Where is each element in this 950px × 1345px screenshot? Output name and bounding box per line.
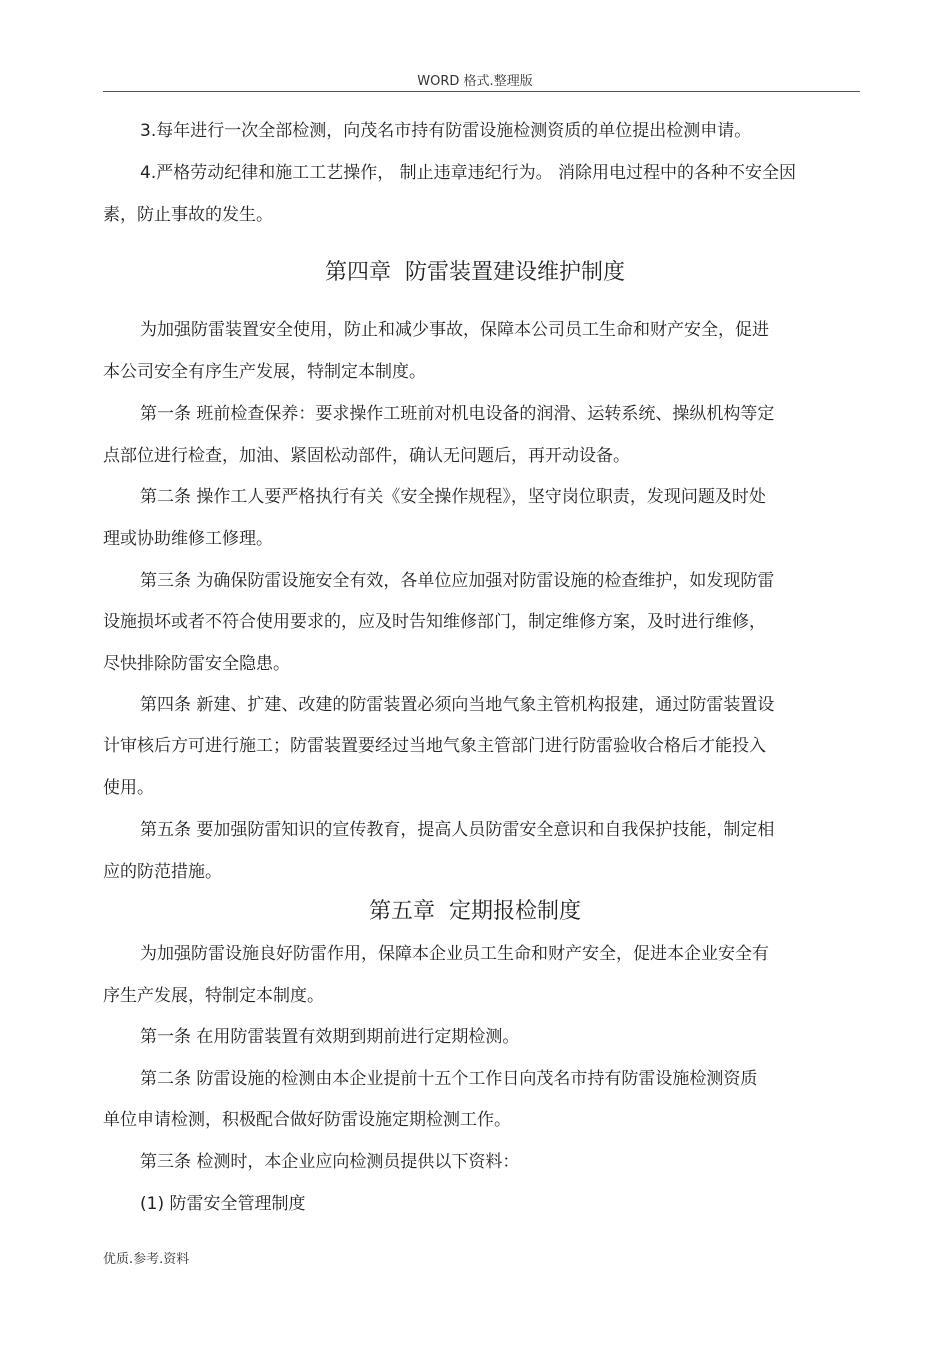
chapter-4-title: 防雷装置建设维护制度	[405, 260, 626, 285]
chapter-4-line: 应的防范措施。	[103, 862, 222, 882]
chapter-4-line: 本公司安全有序生产发展，特制定本制度。	[103, 362, 426, 382]
chapter-5-line: 第三条 检测时，本企业应向检测员提供以下资料：	[140, 1152, 520, 1172]
body-line: 3.每年进行一次全部检测，向茂名市持有防雷设施检测资质的单位提出检测申请。	[140, 121, 752, 141]
chapter-4-line: 第五条 要加强防雷知识的宣传教育，提高人员防雷安全意识和自我保护技能，制定相	[140, 820, 775, 840]
chapter-5-line: 序生产发展，特制定本制度。	[103, 986, 324, 1006]
chapter-4-line: 第一条 班前检查保养：要求操作工班前对机电设备的润滑、运转系统、操纵机构等定	[140, 404, 775, 424]
chapter-5-line: (1) 防雷安全管理制度	[140, 1194, 306, 1214]
chapter-4-line: 尽快排除防雷安全隐患。	[103, 654, 290, 674]
chapter-5-line: 为加强防雷设施良好防雷作用，保障本企业员工生命和财产安全，促进本企业安全有	[140, 944, 769, 964]
chapter-4-line: 使用。	[103, 778, 154, 798]
chapter-5-line: 第一条 在用防雷装置有效期到期前进行定期检测。	[140, 1027, 520, 1047]
page-footer: 优质.参考.资料	[103, 1252, 190, 1267]
chapter-4-line: 为加强防雷装置安全使用，防止和减少事故，保障本公司员工生命和财产安全，促进	[140, 320, 769, 340]
chapter-4-number: 第四章	[324, 260, 391, 285]
chapter-4-line: 理或协助维修工修理。	[103, 529, 273, 549]
chapter-5-line: 单位申请检测，积极配合做好防雷设施定期检测工作。	[103, 1110, 511, 1130]
chapter-5-number: 第五章	[368, 899, 435, 924]
page-header: WORD 格式.整理版	[417, 74, 533, 89]
chapter-4-line: 第四条 新建、扩建、改建的防雷装置必须向当地气象主管机构报建，通过防雷装置设	[140, 695, 775, 715]
header-rule	[103, 91, 860, 92]
chapter-4-heading	[0, 260, 950, 286]
body-line: 4.严格劳动纪律和施工工艺操作， 制止违章违纪行为。 消除用电过程中的各种不安全因	[140, 163, 797, 183]
chapter-5-title: 定期报检制度	[449, 899, 582, 924]
chapter-5-heading	[0, 899, 950, 925]
chapter-4-line: 第三条 为确保防雷设施安全有效，各单位应加强对防雷设施的检查维护，如发现防雷	[140, 571, 775, 591]
chapter-4-line: 设施损坏或者不符合使用要求的，应及时告知维修部门，制定维修方案，及时进行维修，	[103, 612, 766, 632]
chapter-4-line: 点部位进行检查，加油、紧固松动部件，确认无问题后，再开动设备。	[103, 446, 630, 466]
chapter-4-line: 计审核后方可进行施工；防雷装置要经过当地气象主管部门进行防雷验收合格后才能投入	[103, 736, 766, 756]
chapter-5-line: 第二条 防雷设施的检测由本企业提前十五个工作日向茂名市持有防雷设施检测资质	[140, 1069, 758, 1089]
chapter-4-line: 第二条 操作工人要严格执行有关《安全操作规程》，坚守岗位职责，发现问题及时处	[140, 487, 766, 507]
body-line: 素，防止事故的发生。	[103, 205, 273, 225]
